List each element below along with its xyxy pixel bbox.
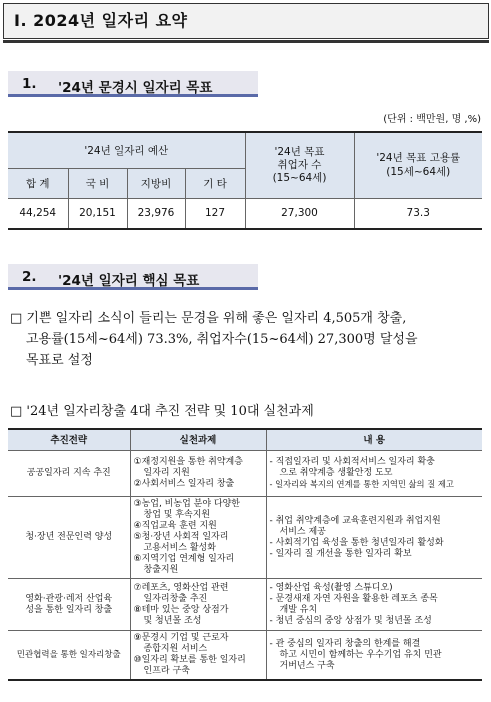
section-title-underline <box>3 40 489 43</box>
table-row <box>8 631 482 681</box>
strategy-cell: 영화·관광·레저 산업육 성을 통한 일자리 창출 <box>8 579 130 631</box>
header-task: 실천과제 <box>130 429 266 451</box>
task-cell: ①재정지원을 통한 취약계층 일자리 지원 ②사회서비스 일자리 창출 <box>130 451 266 497</box>
strategy-table <box>8 428 482 681</box>
task-cell: ③농업, 비농업 분야 다양한 창업 및 후속지원 ④직업교육 훈련 지원 ⑤청·장년 사회적 일자리 고용서비스 활성화 ⑥지역기업 연계형 일자리 창출지원 <box>130 497 266 579</box>
value-employment-rate: 73.3 <box>354 198 482 229</box>
subsection-2-number: 2. <box>22 269 37 285</box>
table-row <box>8 497 482 579</box>
table-row <box>8 579 482 631</box>
budget-table <box>8 131 482 230</box>
strategy-cell: 민관협력을 통한 일자리창출 <box>8 631 130 681</box>
strategy-cell: 공공일자리 지속 추진 <box>8 451 130 497</box>
employment-rate-header: '24년 목표 고용률 (15세~64세) <box>354 132 482 198</box>
task-cell: ⑦레포츠, 영화산업 관련 일자리창출 추진 ⑧테마 있는 중앙 상점가 및 청년몰 조성 <box>130 579 266 631</box>
strategy-cell: 청·장년 전문인력 양성 <box>8 497 130 579</box>
subsection-1-title: '24년 문경시 일자리 목표 <box>58 80 213 96</box>
table-row <box>8 451 482 497</box>
col-other: 기 타 <box>185 168 245 198</box>
strategy-paragraph: □ '24년 일자리창출 4대 추진 전략 및 10대 실천과제 <box>10 404 314 419</box>
content-cell: - 관 중심의 일자리 창출의 한계를 해결 하고 시민이 함께하는 우수기업 유치 민관 거버넌스 구축 <box>266 631 482 681</box>
header-strategy: 추진전략 <box>8 429 130 451</box>
value-national: 20,151 <box>68 198 127 229</box>
value-total: 44,254 <box>8 198 68 229</box>
value-local: 23,976 <box>127 198 185 229</box>
col-total: 합 계 <box>8 168 68 198</box>
value-employment-target: 27,300 <box>245 198 354 229</box>
col-national: 국 비 <box>68 168 127 198</box>
unit-label: (단위 : 백만원, 명 ,%) <box>383 114 481 125</box>
subsection-2-title: '24년 일자리 핵심 목표 <box>58 273 200 289</box>
content-cell: - 직접일자리 및 사회적서비스 일자리 확충 으로 취약계층 생활안정 도모 - 일자리와 복지의 연계를 통한 지역민 삶의 질 제고 <box>266 451 482 497</box>
value-other: 127 <box>185 198 245 229</box>
goal-paragraph: □ 기쁜 일자리 소식이 들리는 문경을 위해 좋은 일자리 4,505개 창출, 고용률(15세~64세) 73.3%, 취업자수(15~64세) 27,300명 달성을 목표로 설정 <box>10 311 418 368</box>
budget-header: '24년 일자리 예산 <box>8 132 245 168</box>
section-title: Ⅰ. 2024년 일자리 요약 <box>14 11 188 30</box>
col-local: 지방비 <box>127 168 185 198</box>
header-content: 내 용 <box>266 429 482 451</box>
task-cell: ⑨문경시 기업 및 근로자 종합지원 서비스 ⑩일자리 확보를 통한 일자리 인프라 구축 <box>130 631 266 681</box>
employment-target-header: '24년 목표 취업자 수 (15~64세) <box>245 132 354 198</box>
content-cell: - 영화산업 육성(촬영 스튜디오) - 문경새재 자연 자원을 활용한 레포츠 종목 개발 유치 - 청년 중심의 중앙 상점가 및 청년몰 조성 <box>266 579 482 631</box>
content-cell: - 취업 취약계층에 교육훈련지원과 취업지원 서비스 제공 - 사회적기업 육성을 통한 청년일자리 활성화 - 일자리 질 개선을 통한 일자리 확보 <box>266 497 482 579</box>
subsection-1-number: 1. <box>22 76 37 92</box>
